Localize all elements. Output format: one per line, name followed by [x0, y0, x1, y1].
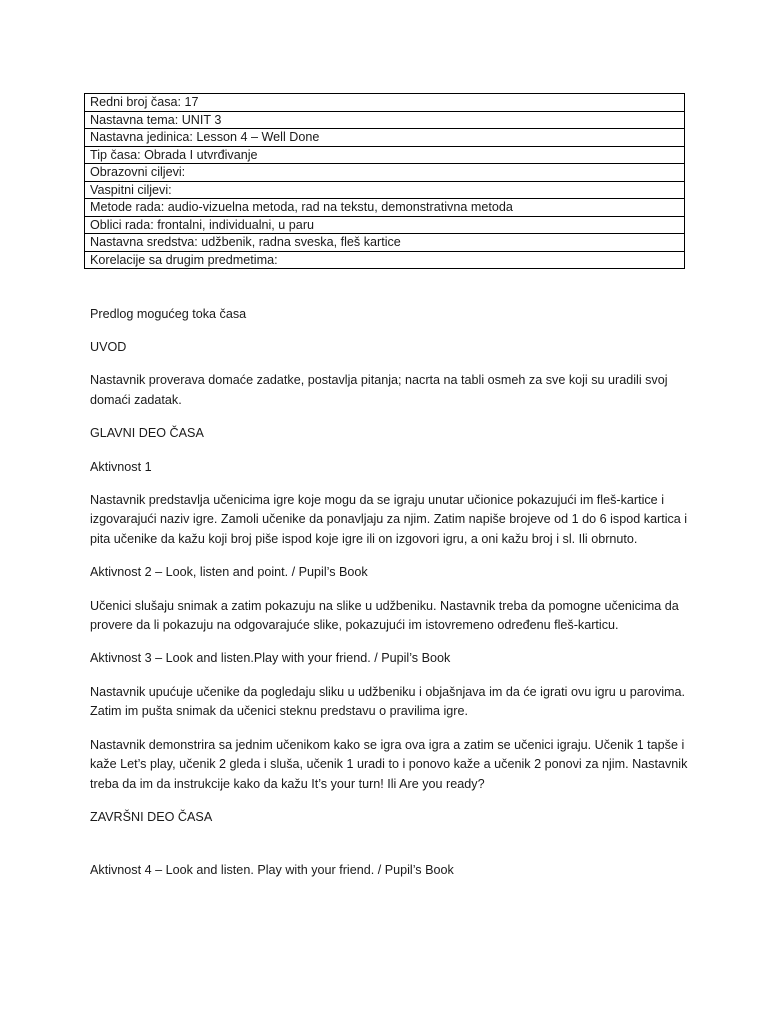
activity-1-paragraph: Nastavnik predstavlja učenicima igre koje mogu da se igraju unutar učionice pokazujući im fleš-kartice i izgovarajući naziv igre. Zamoli učenike da ponavljaju za njim. Zatim napiše brojeve od 1 do 6 ispod kartica i pita učenike da kažu koji broj piše ispod koje igre ili on izgovori igru, a oni kažu broj i sl. Ili obrnuto. [90, 492, 688, 547]
table-row [85, 129, 685, 147]
table-row [85, 164, 685, 182]
table-row [85, 111, 685, 129]
table-row [85, 146, 685, 164]
activity-2-paragraph: Učenici slušaju snimak a zatim pokazuju na slike u udžbeniku. Nastavnik treba da pomogne učenicima da provere da li pokazuju na odgovarajuće slike, pokazujući im istovremeno određenu fleš-karticu. [90, 598, 679, 633]
table-cell-lesson-type: Tip časa: Obrada I utvrđivanje [85, 146, 685, 164]
table-cell-correlations: Korelacije sa drugim predmetima: [85, 251, 685, 269]
table-cell-teaching-aids: Nastavna sredstva: udžbenik, radna sveska, fleš kartice [85, 234, 685, 252]
lesson-plan-body [90, 305, 690, 894]
table-cell-topic: Nastavna tema: UNIT 3 [85, 111, 685, 129]
intro-heading: UVOD [90, 340, 127, 355]
activity-3-paragraph-2: Nastavnik demonstrira sa jednim učenikom kako se igra ova igra a zatim se učenici igraju. Učenik 1 tapše i kaže Let’s play, učenik 2 gleda i sluša, učenik 1 uradi to i ponovo kaže a učenik 2 ponovi za njim. Nastavnik treba da im da instrukcije kako da kažu It’s your turn! Ili Are you ready? [90, 737, 688, 791]
intro-paragraph: Nastavnik proverava domaće zadatke, postavlja pitanja; nacrta na tabli osmeh za sve koji su uradili svoj domaći zadatak. [90, 373, 668, 408]
plan-title: Predlog mogućeg toka časa [90, 307, 247, 321]
table-cell-work-forms: Oblici rada: frontalni, individualni, u paru [85, 216, 685, 234]
table-row [85, 94, 685, 112]
table-row [85, 251, 685, 269]
table-cell-educational-goals: Obrazovni ciljevi: [85, 164, 685, 182]
lesson-info-table [84, 93, 685, 269]
table-cell-methods: Metode rada: audio-vizuelna metoda, rad na tekstu, demonstrativna metoda [85, 199, 685, 217]
table-row [85, 181, 685, 199]
activity-3-paragraph-1: Nastavnik upućuje učenike da pogledaju sliku u udžbeniku i objašnjava im da će igrati ovu igru u parovima. Zatim im pušta snimak da učenici steknu predstavu o pravilima igre. [90, 684, 686, 719]
final-heading: ZAVRŠNI DEO ČASA [90, 810, 213, 825]
activity-3-title: Aktivnost 3 – Look and listen.Play with your friend. / Pupil’s Book [90, 651, 451, 666]
main-heading: GLAVNI DEO ČASA [90, 426, 204, 441]
table-cell-unit: Nastavna jedinica: Lesson 4 – Well Done [85, 129, 685, 147]
table-row [85, 234, 685, 252]
table-row [85, 216, 685, 234]
activity-1-title: Aktivnost 1 [90, 459, 152, 474]
table-cell-lesson-number: Redni broj časa: 17 [85, 94, 685, 112]
activity-2-title: Aktivnost 2 – Look, listen and point. / Pupil’s Book [90, 565, 368, 580]
table-row [85, 199, 685, 217]
table-cell-upbringing-goals: Vaspitni ciljevi: [85, 181, 685, 199]
activity-4-title: Aktivnost 4 – Look and listen. Play with your friend. / Pupil’s Book [90, 862, 454, 877]
